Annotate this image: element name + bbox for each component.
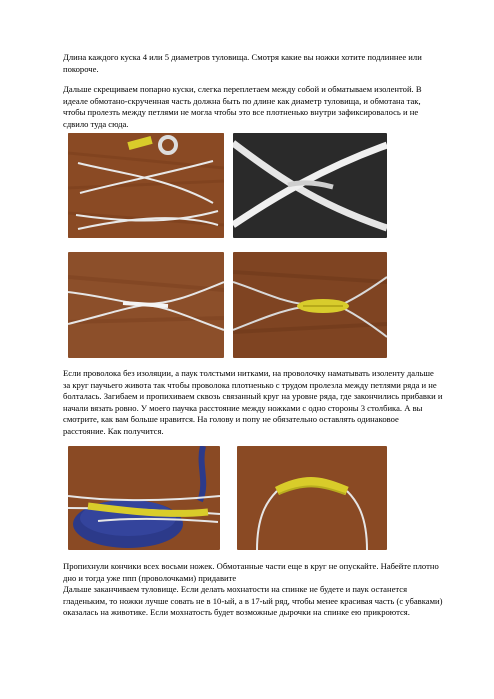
paragraph-3: Если проволока без изоляции, а паук толстыми нитками, на проволочку наматывать изоленту дальше за круг паучьего живота так чтобы проволока плотненько с трудом пролезла между петлями ряда и не болталась. Загибаем и пропихиваем сквозь связанный круг на уровне ряда, где закончились прибавки и начали вязать ровно. У моего паучка расстояние между ножками с одно стороны 3 столбика. А вы смотрите, как вам больше нравится. На голову и попу не обязательно оставлять одинаковое расстояние. Как получится. [63,368,443,436]
photo-bent-legs [237,446,387,550]
photo-twisted-wires-closeup [233,133,387,238]
photo-crossed-wires-with-tape-roll [68,133,224,238]
photo-tape-wrapped-wire [233,252,387,358]
photo-twisted-wire-on-wood [68,252,224,358]
paragraph-4: Пропихнули кончики всех восьми ножек. Обмотанные части еще в круг не опускайте. Набейте плотно дно и тогда уже ппп (проволочками) придавите [63,561,439,583]
paragraph-1: Длина каждого куска 4 или 5 диаметров туловища. Смотря какие вы ножки хотите подлиннее или покороче. [63,52,422,74]
paragraph-5: Дальше заканчиваем туловище. Если делать мохнатости на спинке не будете и паук останется гладеньким, то ножки лучше совать не в 10-ый, а в 17-ый ряд, чтобы менее красивая часть (с убавками) оказалась на животике. Если мохнатость будет возможные дырочки на спинке ею прикроются. [63,584,443,618]
photo-crochet-body-with-wires [68,446,220,550]
paragraph-2: Дальше скрещиваем попарно куски, слегка переплетаем между собой и обматываем изолентой. В идеале обмотано-скрученная часть должна быть по длине как диаметр туловища, и обмотана так, чтобы пролезть между петлями не могла чтобы это все плотненько внутри зафиксировалось и не сдвило туда сюда. [63,84,422,129]
